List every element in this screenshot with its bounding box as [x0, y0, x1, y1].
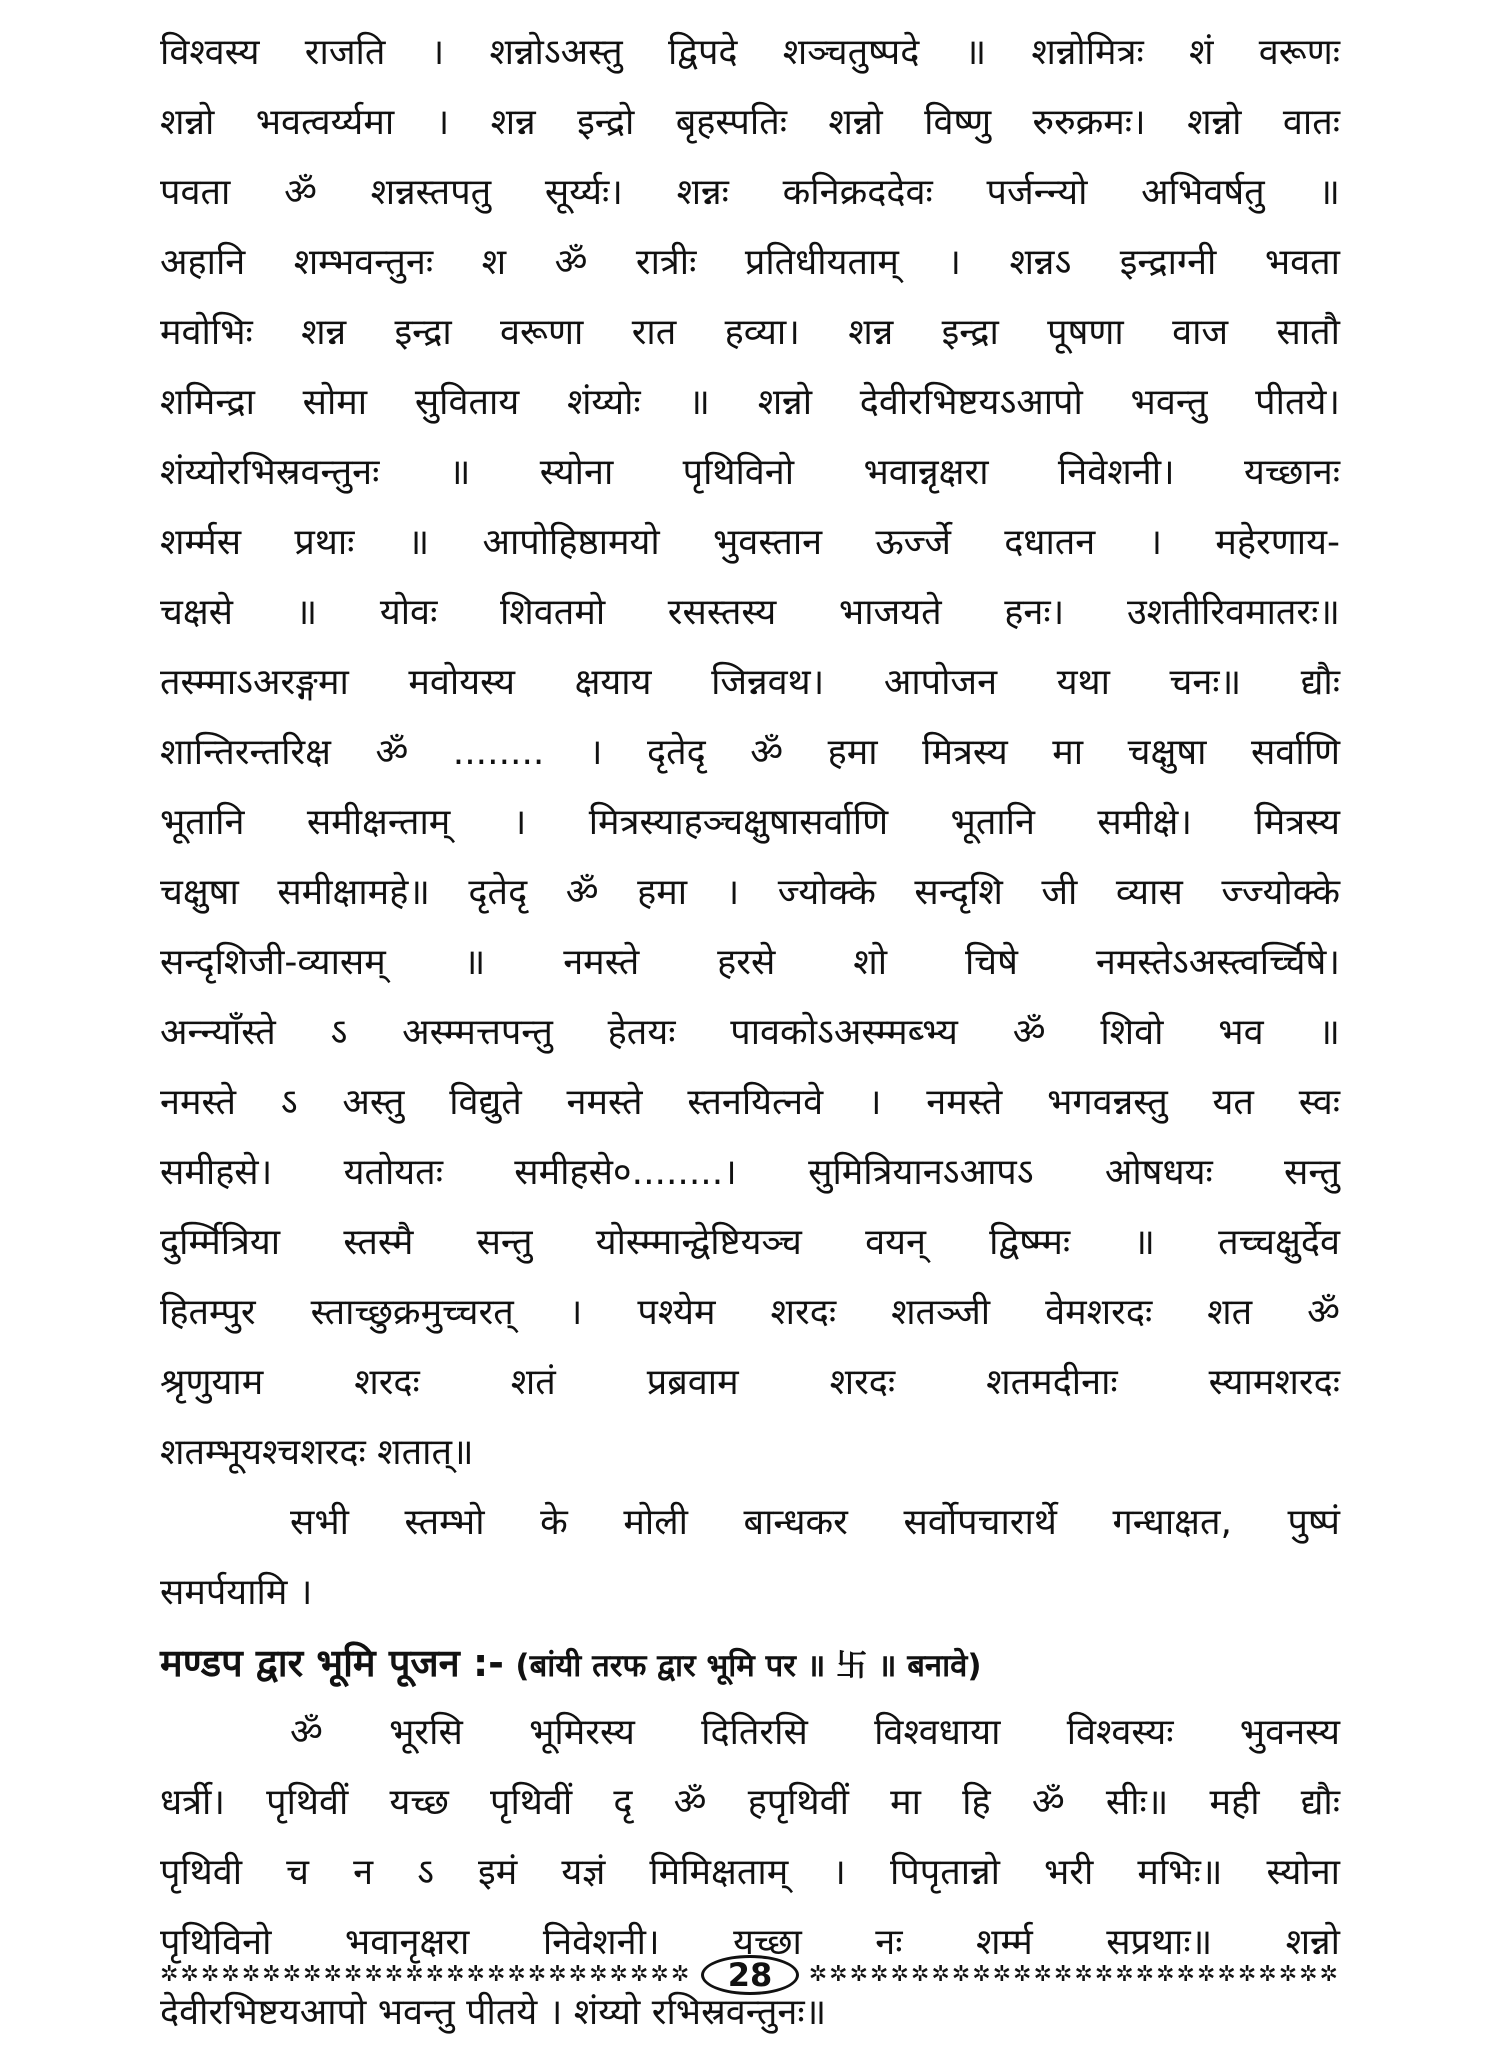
- text-line: शन्नो भवत्वर्य्यमा । शन्न इन्द्रो बृहस्पतिः शन्नो विष्णु रुरुक्रमः। शन्नो वातः: [160, 102, 1340, 143]
- text-line: चक्षुषा समीक्षामहे॥ दृतेदृ ॐ हमा । ज्योक्के सन्दृशि जी व्यास ज्ज्योक्के: [160, 872, 1340, 913]
- ornament-border-left: ✲✲✲✲✲✲✲✲✲✲✲✲✲✲✲✲✲✲✲✲✲✲✲✲✲✲: [160, 1962, 692, 1987]
- text-line: सन्दृशिजी-व्यासम् ॥ नमस्ते हरसे शो चिषे नमस्तेऽअस्त्वर्च्चिषे।: [160, 942, 1340, 983]
- mantra-block-1: [160, 18, 1340, 1488]
- ornament-border-right: ✲✲✲✲✲✲✲✲✲✲✲✲✲✲✲✲✲✲✲✲✲✲✲✲✲✲: [808, 1962, 1340, 1987]
- text-line: हितम्पुर स्ताच्छुक्रमुच्चरत् । पश्येम शरदः शतञ्जी वेमशरदः शत ॐ: [160, 1292, 1340, 1333]
- text-line: दुर्म्मित्रिया स्तस्मै सन्तु योस्म्मान्द्वेष्टियञ्च वयन् द्विष्म्मः ॥ तच्चक्षुर्देव: [160, 1222, 1340, 1263]
- text-line: अन्न्याँस्ते ऽ अस्म्मत्तपन्तु हेतयः पावकोऽअस्म्मब्भ्य ॐ शिवो भव ॥: [160, 1012, 1340, 1053]
- text-line: शतम्भूयश्चशरदः शतात्॥: [160, 1432, 474, 1473]
- section-note: (बांयी तरफ द्वार भूमि पर ॥ 卐 ॥ बनावे): [515, 1648, 982, 1684]
- page-footer: [160, 1955, 1340, 1995]
- text-line: पृथिविनो भवानृक्षरा निवेशनी। यच्छा नः शर्म्म सप्रथाः॥ शन्नो: [160, 1922, 1340, 1963]
- page-content: [160, 18, 1340, 2048]
- text-line: शान्तिरन्तरिक्ष ॐ ........ । दृतेदृ ॐ हमा मित्रस्य मा चक्षुषा सर्वाणि: [160, 732, 1340, 773]
- text-line: ॐ भूरसि भूमिरस्य दितिरसि विश्वधाया विश्वस्यः भुवनस्य: [290, 1712, 1340, 1753]
- text-line: सभी स्तम्भो के मोली बान्धकर सर्वोपचारार्थे गन्धाक्षत, पुष्पं: [290, 1502, 1340, 1543]
- section-title: मण्डप द्वार भूमि पूजन :-: [160, 1641, 504, 1685]
- text-line: धर्त्री। पृथिवीं यच्छ पृथिवीं दृ ॐ हपृथिवीं मा हि ॐ सीः॥ मही द्यौः: [160, 1782, 1340, 1823]
- text-line: समीहसे। यतोयतः समीहसे०........। सुमित्रियानऽआपऽ ओषधयः सन्तु: [160, 1152, 1340, 1193]
- text-line: शर्म्मस प्रथाः ॥ आपोहिष्ठामयो भुवस्तान ऊर्ज्जे दधातन । महेरणाय-: [160, 522, 1340, 563]
- text-line: तस्म्माऽअरङ्गमा मवोयस्य क्षयाय जिन्नवथ। आपोजन यथा चनः॥ द्यौः: [160, 662, 1340, 703]
- text-line: देवीरभिष्टयआपो भवन्तु पीतये । शंय्यो रभिस्रवन्तुनः॥: [160, 1992, 827, 2033]
- mantra-block-2: [160, 1698, 1340, 2048]
- text-line: शंय्योरभिस्रवन्तुनः ॥ स्योना पृथिविनो भवान्नृक्षरा निवेशनी। यच्छानः: [160, 452, 1340, 493]
- instruction-paragraph: [160, 1488, 1340, 1628]
- section-heading: [160, 1628, 1340, 1698]
- text-line: पवता ॐ शन्नस्तपतु सूर्य्यः। शन्नः कनिक्रददेवः पर्जन्न्यो अभिवर्षतु ॥: [160, 172, 1340, 213]
- text-line: विश्वस्य राजति । शन्नोऽअस्तु द्विपदे शञ्चतुष्पदे ॥ शन्नोमित्रः शं वरूणः: [160, 32, 1340, 73]
- text-line: नमस्ते ऽ अस्तु विद्युते नमस्ते स्तनयित्नवे । नमस्ते भगवन्नस्तु यत स्वः: [160, 1082, 1340, 1123]
- page-number: 28: [701, 1955, 798, 1995]
- text-line: पृथिवी च न ऽ इमं यज्ञं मिमिक्षताम् । पिपृतान्नो भरी मभिः॥ स्योना: [160, 1852, 1340, 1893]
- text-line: शमिन्द्रा सोमा सुविताय शंय्योः ॥ शन्नो देवीरभिष्टयऽआपो भवन्तु पीतये।: [160, 382, 1340, 423]
- text-line: चक्षसे ॥ योवः शिवतमो रसस्तस्य भाजयते हनः। उशतीरिवमातरः॥: [160, 592, 1340, 633]
- text-line: अहानि शम्भवन्तुनः श ॐ रात्रीः प्रतिधीयताम् । शन्नऽ इन्द्राग्नी भवता: [160, 242, 1340, 283]
- text-line: भूतानि समीक्षन्ताम् । मित्रस्याहञ्चक्षुषासर्वाणि भूतानि समीक्षे। मित्रस्य: [160, 802, 1340, 843]
- text-line: श्रृणुयाम शरदः शतं प्रब्रवाम शरदः शतमदीनाः स्यामशरदः: [160, 1362, 1340, 1403]
- text-line: मवोभिः शन्न इन्द्रा वरूणा रात हव्या। शन्न इन्द्रा पूषणा वाज सातौ: [160, 312, 1340, 353]
- text-line: समर्पयामि ।: [160, 1572, 313, 1613]
